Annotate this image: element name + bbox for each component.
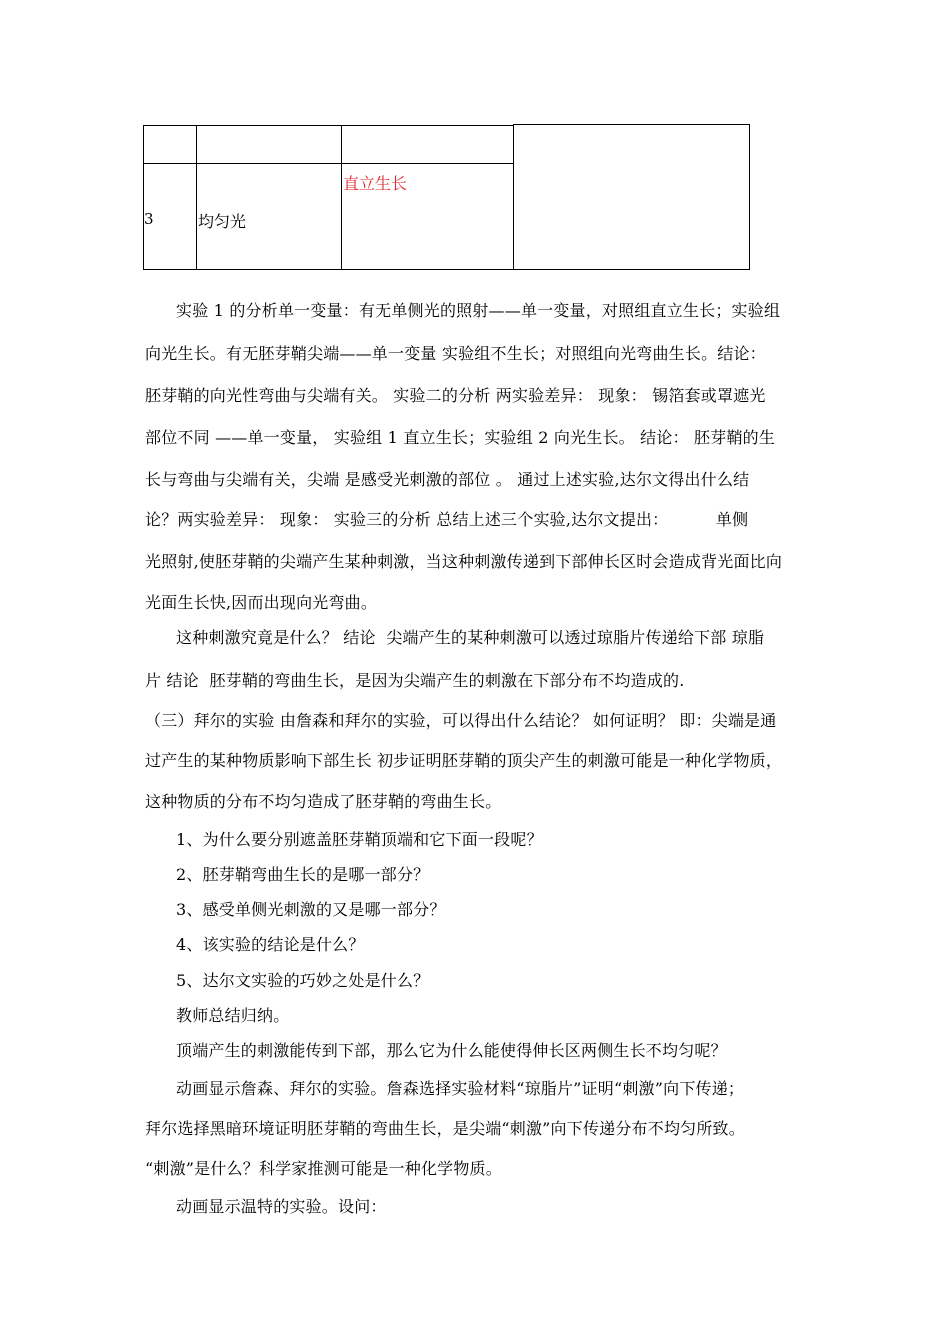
text-line: 动画显示温特的实验。设问： (176, 1197, 387, 1216)
text-line: 光照射,使胚芽鞘的尖端产生某种刺激，当这种刺激传递到下部伸长区时会造成背光面比向 (145, 552, 783, 571)
list-item: 1、为什么要分别遮盖胚芽鞘顶端和它下面一段呢？ (176, 830, 543, 849)
text-line: （三）拜尔的实验 由詹森和拜尔的实验，可以得出什么结论？ 如何证明？ 即：尖端是通 (145, 711, 777, 730)
table-cell-r1-c2 (196, 125, 342, 164)
text-line: 胚芽鞘的向光性弯曲与尖端有关。 实验二的分析 两实验差异： 现象： 锡箔套或罩遮光 (145, 386, 766, 405)
text-line: “刺激”是什么？科学家推测可能是一种化学物质。 (145, 1159, 502, 1178)
table-cell-merged-c4 (513, 124, 750, 270)
text-line: 向光生长。有无胚芽鞘尖端——单一变量 实验组不生长；对照组向光弯曲生长。结论： (145, 344, 766, 363)
table-row3-condition: 均匀光 (198, 212, 247, 231)
text-line: 这种刺激究竟是什么？ 结论 尖端产生的某种刺激可以透过琼脂片传递给下部 琼脂 (176, 628, 765, 647)
text-line: 动画显示詹森、拜尔的实验。詹森选择实验材料“琼脂片”证明“刺激”向下传递； (176, 1079, 745, 1098)
list-item: 3、感受单侧光刺激的又是哪一部分？ (176, 900, 446, 919)
text-line: 长与弯曲与尖端有关，尖端 是感受光刺激的部位 。 通过上述实验,达尔文得出什么结 (145, 470, 750, 489)
text-line: 实验 1 的分析单一变量：有无单侧光的照射——单一变量，对照组直立生长；实验组 (176, 301, 781, 320)
table-cell-r1-c1 (143, 125, 197, 164)
text-line: 片 结论 胚芽鞘的弯曲生长，是因为尖端产生的刺激在下部分布不均造成的. (145, 671, 685, 690)
text-line: 部位不同 ——单一变量， 实验组 1 直立生长；实验组 2 向光生长。 结论： 胚芽鞘的生 (145, 428, 776, 447)
list-item: 4、该实验的结论是什么？ (176, 935, 365, 954)
list-item: 2、胚芽鞘弯曲生长的是哪一部分？ (176, 865, 430, 884)
table-row3-result: 直立生长 (343, 174, 408, 193)
text-line: 过产生的某种物质影响下部生长 初步证明胚芽鞘的顶尖产生的刺激可能是一种化学物质， (145, 751, 783, 770)
table-cell-r1-c3 (341, 125, 514, 164)
text-line: 论？两实验差异： 现象： 实验三的分析 总结上述三个实验,达尔文提出： 单侧 (145, 510, 749, 529)
text-line: 这种物质的分布不均匀造成了胚芽鞘的弯曲生长。 (145, 792, 502, 811)
text-line: 光面生长快,因而出现向光弯曲。 (145, 593, 378, 612)
text-line: 拜尔选择黑暗环境证明胚芽鞘的弯曲生长，是尖端“刺激”向下传递分布不均匀所致。 (145, 1119, 745, 1138)
table-row3-number: 3 (144, 210, 154, 228)
text-line: 教师总结归纳。 (176, 1006, 290, 1025)
text-line: 顶端产生的刺激能传到下部，那么它为什么能使得伸长区两侧生长不均匀呢？ (176, 1041, 727, 1060)
list-item: 5、达尔文实验的巧妙之处是什么？ (176, 971, 430, 990)
